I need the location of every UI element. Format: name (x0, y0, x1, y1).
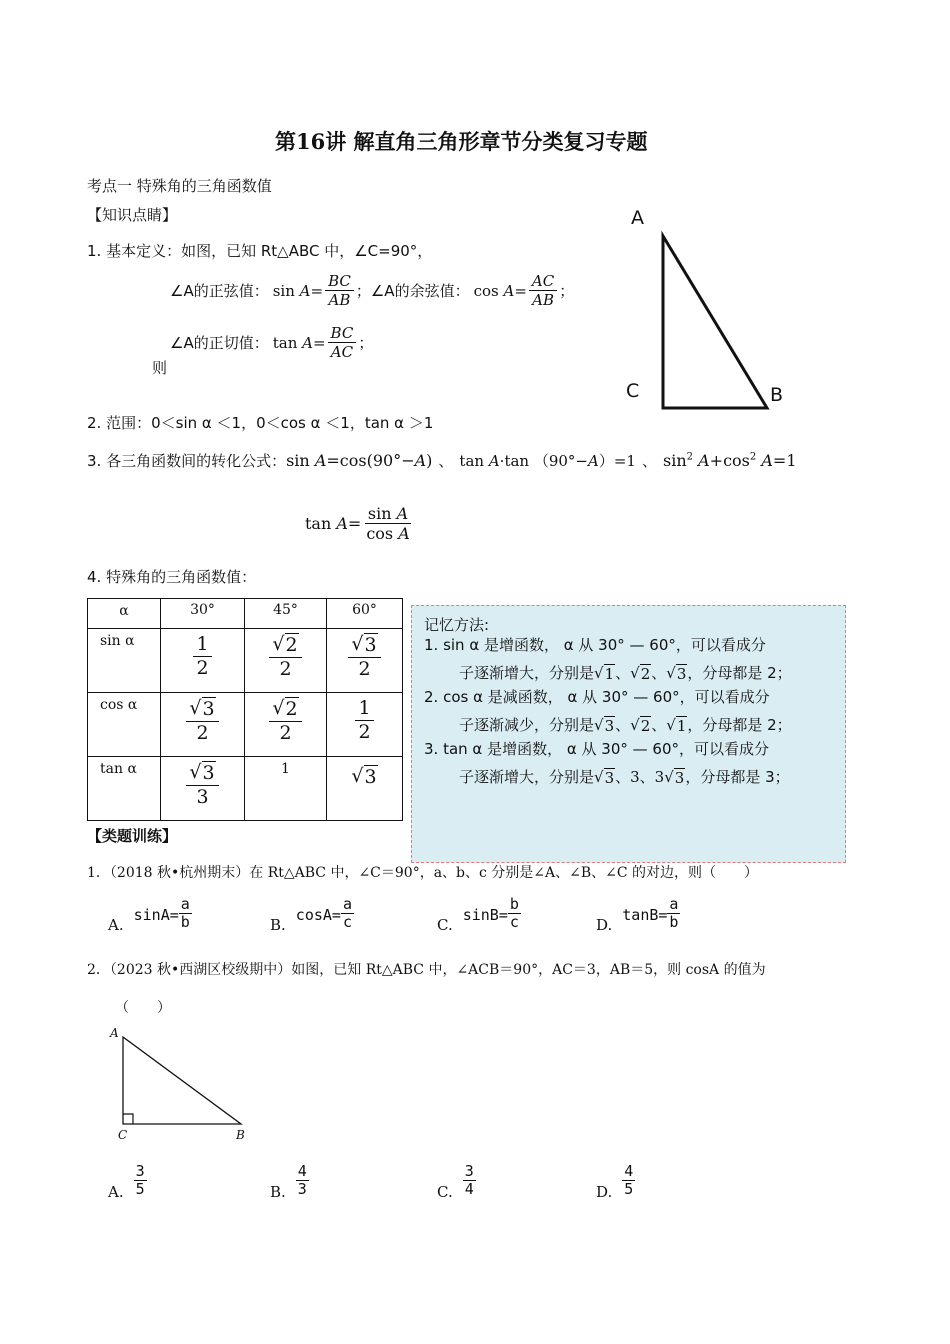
memo-line-1b-prefix: 子逐渐增大，分别是 (459, 664, 595, 682)
q1-option-a-label: A. (108, 915, 124, 934)
triangle-figure-2 (100, 1025, 260, 1135)
q2-option-b-num: 4 (297, 1162, 307, 1180)
q2-option-c-den: 4 (464, 1180, 474, 1199)
q2-option-c-num: 3 (464, 1162, 474, 1180)
q1-option-b-num: a (342, 895, 352, 913)
q1-option-b[interactable] (270, 896, 354, 932)
q2-option-d-den: 5 (624, 1180, 634, 1199)
table-row-cos: cos α (88, 693, 161, 757)
q1-option-d-num: a (669, 895, 679, 913)
memo-line-3: 3. tan α 是增函数， α 从 30° — 60°，可以看成分 (424, 740, 769, 758)
item-3: 3. 各三角函数间的转化公式： sin A=cos(90°−A) 、 tan A·tan （90°−A）=1 、 $\sin^2 A+\cos^2$ A=1 (87, 451, 797, 470)
q1-option-d[interactable] (596, 896, 680, 932)
table-header-alpha: α (88, 599, 161, 629)
sin-label: ∠A的正弦值： (170, 282, 269, 300)
q1-option-c-lhs: sinB= (462, 905, 508, 924)
knowledge-label: 【知识点睛】 (87, 206, 178, 224)
table-row-tan: tan α (88, 757, 161, 821)
item-4: 4. 特殊角的三角函数值： (87, 568, 257, 586)
figure2-label-a: A (110, 1026, 119, 1040)
memo-title: 记忆方法: (424, 616, 490, 634)
figure1-label-a: A (631, 207, 644, 229)
q2-option-c[interactable] (437, 1163, 476, 1199)
q2-option-c-label: C. (437, 1182, 453, 1201)
q2-option-d-num: 4 (624, 1162, 634, 1180)
memo-line-1: 1. sin α 是增函数， α 从 30° — 60°，可以看成分 (424, 636, 766, 654)
q2-stem: 2．（2023 秋•西湖区校级期中）如图，已知 Rt△ABC 中，∠ACB＝90°，AC＝3，AB＝5，则 cosA 的值为 (87, 962, 766, 978)
page-title: 第16讲 解直角三角形章节分类复习专题 (275, 129, 648, 154)
memo-line-3b-prefix: 子逐渐增大，分别是 (459, 768, 595, 786)
figure2-label-c: C (118, 1128, 128, 1142)
q2-paren: （ ） (115, 1000, 171, 1016)
practice-label: 【类题训练】 (87, 827, 178, 845)
q1-option-c-label: C. (437, 915, 453, 934)
q2-option-d[interactable] (596, 1163, 635, 1199)
cos-label: ；∠A的余弦值： (355, 282, 470, 300)
tan-definition: ∠A的正切值： tan A= $\frac{BC}{AC}$ ； (170, 324, 374, 361)
q1-option-c[interactable] (437, 896, 521, 932)
q1-option-a-num: a (180, 895, 190, 913)
memo-line-2b: 子逐渐减少，分别是 √ 3 、 √ 2 、 √ 1 ，分母都是 2； (459, 716, 792, 735)
memo-line-2b-prefix: 子逐渐减少，分别是 (459, 716, 595, 734)
q1-option-b-label: B. (270, 915, 286, 934)
memo-line-3b: 子逐渐增大，分别是 √ 3 、3、3 √ 3 ，分母都是 3； (459, 768, 790, 787)
section-heading: 考点一 特殊角的三角函数值 (87, 177, 272, 195)
q1-option-c-num: b (509, 895, 519, 913)
item-3-prefix: 3. 各三角函数间的转化公式： (87, 452, 287, 470)
table-tan45: 1 (245, 757, 327, 821)
memo-line-1b: 子逐渐增大，分别是 √ 1 、 √ 2 、 √ 3 ，分母都是 2； (459, 664, 792, 683)
memo-line-2b-suffix: ，分母都是 2； (687, 716, 792, 734)
sin-cos-definition: ∠A的正弦值： sin A= $\frac{BC}{AB}$ ；∠A的余弦值： cos A= $\frac{AC}{AB}$ ； (170, 272, 575, 309)
q2-option-b-den: 3 (297, 1180, 307, 1199)
memory-method-box (411, 605, 846, 863)
table-header-60: 60° (327, 599, 403, 629)
figure1-label-b: B (770, 384, 784, 406)
q2-option-d-label: D. (596, 1182, 613, 1201)
q2-option-b[interactable] (270, 1163, 309, 1199)
q1-option-c-den: c (509, 913, 519, 932)
table-row-sin: sin α (88, 629, 161, 693)
q2-option-a-den: 5 (135, 1180, 145, 1199)
table-header-30: 30° (161, 599, 245, 629)
q1-option-a-lhs: sinA= (133, 905, 179, 924)
q1-option-a[interactable] (108, 896, 192, 932)
q2-option-a[interactable] (108, 1163, 147, 1199)
item-1: 1. 基本定义：如图，已知 Rt△ABC 中，∠C=90°， (87, 242, 433, 260)
memo-line-1b-suffix: ，分母都是 2； (687, 664, 792, 682)
ze-text: 则 (152, 359, 168, 377)
q2-option-a-label: A. (108, 1182, 124, 1201)
item-2: 2. 范围：0＜sin α ＜1，0＜cos α ＜1，tan α ＞1 (87, 414, 434, 432)
figure2-label-b: B (236, 1128, 245, 1142)
figure1-label-c: C (626, 380, 640, 402)
q1-option-d-den: b (669, 913, 679, 932)
memo-line-3b-suffix: ，分母都是 3； (685, 768, 790, 786)
q1-option-d-label: D. (596, 915, 613, 934)
memo-line-2: 2. cos α 是减函数， α 从 30° — 60°，可以看成分 (424, 688, 770, 706)
tan-label: ∠A的正切值： (170, 334, 269, 352)
trig-value-table: α 30° 45° 60° sin α $\frac{1}{2}$ √ 2 2 √ 3 2 cos α √ 3 2 √ 2 2 $\frac{1}{2}$ tan α √ 3 3 1 √ 3 (87, 598, 403, 821)
table-header-45: 45° (245, 599, 327, 629)
q1-option-b-lhs: cosA= (295, 905, 341, 924)
q2-option-b-label: B. (270, 1182, 286, 1201)
q1-stem: 1．（2018 秋•杭州期末）在 Rt△ABC 中，∠C＝90°，a、b、c 分别是∠A、∠B、∠C 的对边，则（ ） (87, 865, 759, 881)
q2-option-a-num: 3 (135, 1162, 145, 1180)
q1-option-b-den: c (342, 913, 352, 932)
q1-option-d-lhs: tanB= (622, 905, 668, 924)
tan-formula: tan A= $\frac{\text{sin A}}{\text{cos A}}$ (305, 504, 410, 544)
q1-option-a-den: b (180, 913, 190, 932)
